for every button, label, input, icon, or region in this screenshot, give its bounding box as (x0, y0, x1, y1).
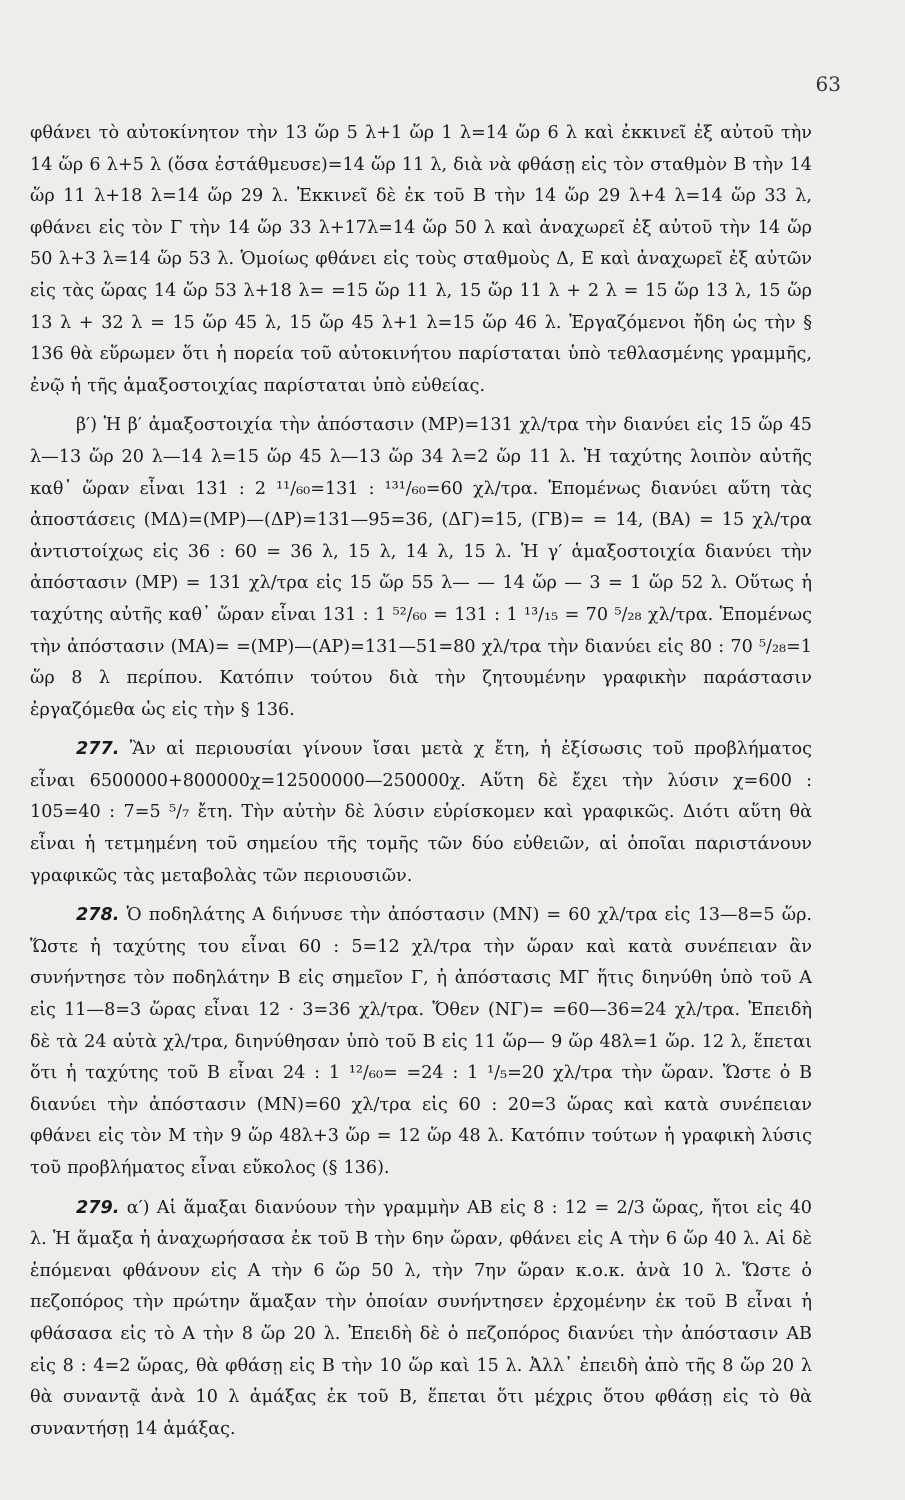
paragraph-text: β′) Ἡ β′ ἁμαξοστοιχία τὴν ἀπόστασιν (ΜΡ)=131 χλ/τρα τὴν διανύει εἰς 15 ὥρ 45 λ—13 ὥρ 20 λ—14 λ=15 ὥρ 45 λ—13 ὥρ 34 λ=2 ὥρ 11 λ. Ἡ ταχύτης λοιπὸν αὐτῆς καθ᾽ ὥραν εἶναι 131 : 2 ¹¹/₆₀=131 : ¹³¹/₆₀=60 χλ/τρα. Ἑπομένως διανύει αὕτη τὰς ἀποστάσεις (ΜΔ)=(ΜΡ)—(ΔΡ)=131—95=36, (ΔΓ)=15, (ΓΒ)= = 14, (ΒΑ) = 15 χλ/τρα ἀντιστοίχως εἰς 36 : 60 = 36 λ, 15 λ, 14 λ, 15 λ. Ἡ γ′ ἁμαξοστοιχία διανύει τὴν ἀπόστασιν (ΜΡ) = 131 χλ/τρα εἰς 15 ὥρ 55 λ— — 14 ὥρ — 3 = 1 ὥρ 52 λ. Οὕτως ἡ ταχύτης αὐτῆς καθ᾽ ὥραν εἶναι 131 : 1 ⁵²/₆₀ = 131 : 1 ¹³/₁₅ = 70 ⁵/₂₈ χλ/τρα. Ἑπομένως τὴν ἀπόστασιν (ΜΑ)= =(ΜΡ)—(ΑΡ)=131—51=80 χλ/τρα τὴν διανύει εἰς 80 : 70 ⁵/₂₈=1 ὥρ 8 λ περίπου. Κατόπιν τούτου διὰ τὴν ζητουμένην γραφικὴν παράστασιν ἐργαζόμεθα ὡς εἰς τὴν § 136. (30, 415, 812, 720)
paragraph (30, 410, 812, 726)
paragraph (30, 118, 812, 402)
paragraph-text: φθάνει τὸ αὐτοκίνητον τὴν 13 ὥρ 5 λ+1 ὥρ 1 λ=14 ὥρ 6 λ καὶ ἐκκινεῖ ἐξ αὐτοῦ τὴν 14 ὥρ 6 λ+5 λ (ὅσα ἐστάθμευσε)=14 ὥρ 11 λ, διὰ νὰ φθάσῃ εἰς τὸν σταθμὸν Β τὴν 14 ὥρ 11 λ+18 λ=14 ὥρ 29 λ. Ἐκκινεῖ δὲ ἐκ τοῦ Β τὴν 14 ὥρ 29 λ+4 λ=14 ὥρ 33 λ, φθάνει εἰς τὸν Γ τὴν 14 ὥρ 33 λ+17λ=14 ὥρ 50 λ καὶ ἀναχωρεῖ ἐξ αὐτοῦ τὴν 14 ὥρ 50 λ+3 λ=14 ὥρ 53 λ. Ὁμοίως φθάνει εἰς τοὺς σταθμοὺς Δ, Ε καὶ ἀναχωρεῖ ἐξ αὐτῶν εἰς τὰς ὥρας 14 ὥρ 53 λ+18 λ= =15 ὥρ 11 λ, 15 ὥρ 11 λ + 2 λ = 15 ὥρ 13 λ, 15 ὥρ 13 λ + 32 λ = 15 ὥρ 45 λ, 15 ὥρ 45 λ+1 λ=15 ὥρ 46 λ. Ἐργαζόμενοι ἤδη ὡς τὴν § 136 θὰ εὕρωμεν ὅτι ἡ πορεία τοῦ αὐτοκινήτου παρίσταται ὑπὸ τεθλασμένης γραμμῆς, ἐνῷ ἡ τῆς ἁμαξοστοιχίας παρίσταται ὑπὸ εὐθείας. (30, 123, 812, 396)
paragraph (30, 1193, 812, 1446)
page-number: 63 (815, 72, 841, 96)
section-number: 279. (76, 1197, 120, 1218)
body-text (30, 118, 812, 1445)
section-number: 278. (76, 905, 120, 926)
paragraph (30, 900, 812, 1184)
section-number: 277. (76, 739, 120, 760)
paragraph-text: α′) Αἱ ἅμαξαι διανύουν τὴν γραμμὴν ΑΒ εἰς 8 : 12 = 2/3 ὥρας, ἤτοι εἰς 40 λ. Ἡ ἅμαξα ἡ ἀναχωρήσασα ἐκ τοῦ Β τὴν 6ην ὥραν, φθάνει εἰς Α τὴν 6 ὥρ 40 λ. Αἱ δὲ ἑπόμεναι φθάνουν εἰς Α τὴν 6 ὥρ 50 λ, τὴν 7ην ὥραν κ.ο.κ. ἀνὰ 10 λ. Ὥστε ὁ πεζοπόρος τὴν πρώτην ἅμαξαν τὴν ὁποίαν συνήντησεν ἐρχομένην ἐκ τοῦ Β εἶναι ἡ φθάσασα εἰς τὸ Α τὴν 8 ὥρ 20 λ. Ἐπειδὴ δὲ ὁ πεζοπόρος διανύει τὴν ἀπόστασιν ΑΒ εἰς 8 : 4=2 ὥρας, θὰ φθάσῃ εἰς Β τὴν 10 ὥρ καὶ 15 λ. Ἀλλ᾽ ἐπειδὴ ἀπὸ τῆς 8 ὥρ 20 λ θὰ συναντᾷ ἀνὰ 10 λ ἁμάξας ἐκ τοῦ Β, ἕπεται ὅτι μέχρις ὅτου φθάσῃ εἰς τὸ θὰ συναντήσῃ 14 ἁμάξας. (30, 1197, 813, 1439)
paragraph (30, 734, 812, 892)
paragraph-text: Ἂν αἱ περιουσίαι γίνουν ἴσαι μετὰ χ ἔτη, ἡ ἐξίσωσις τοῦ προβλήματος εἶναι 6500000+800000χ=12500000—250000χ. Αὕτη δὲ ἔχει τὴν λύσιν χ=600 : 105=40 : 7=5 ⁵/₇ ἔτη. Τὴν αὐτὴν δὲ λύσιν εὑρίσκομεν καὶ γραφικῶς. Διότι αὕτη θὰ εἶναι ἡ τετμημένη τοῦ σημείου τῆς τομῆς τῶν δύο εὐθειῶν, αἱ ὁποῖαι παριστάνουν γραφικῶς τὰς μεταβολὰς τῶν περιουσιῶν. (30, 739, 812, 886)
paragraph-text: Ὁ ποδηλάτης Α διήνυσε τὴν ἀπόστασιν (ΜΝ) = 60 χλ/τρα εἰς 13—8=5 ὥρ. Ὥστε ἡ ταχύτης του εἶναι 60 : 5=12 χλ/τρα τὴν ὥραν καὶ κατὰ συνέπειαν ἂν συνήντησε τὸν ποδηλάτην Β εἰς σημεῖον Γ, ἡ ἀπόστασις ΜΓ ἥτις διηνύθη ὑπὸ τοῦ Α εἰς 11—8=3 ὥρας εἶναι 12 · 3=36 χλ/τρα. Ὅθεν (ΝΓ)= =60—36=24 χλ/τρα. Ἐπειδὴ δὲ τὰ 24 αὐτὰ χλ/τρα, διηνύθησαν ὑπὸ τοῦ Β εἰς 11 ὥρ— 9 ὥρ 48λ=1 ὥρ. 12 λ, ἕπεται ὅτι ἡ ταχύτης τοῦ Β εἶναι 24 : 1 ¹²/₆₀= =24 : 1 ¹/₅=20 χλ/τρα τὴν ὥραν. Ὥστε ὁ Β διανύει τὴν ἀπόστασιν (ΜΝ)=60 χλ/τρα εἰς 60 : 20=3 ὥρας καὶ κατὰ συνέπειαν φθάνει εἰς τὸν Μ τὴν 9 ὥρ 48λ+3 ὥρ = 12 ὥρ 48 λ. Κατόπιν τούτων ἡ γραφικὴ λύσις τοῦ προβλήματος εἶναι εὔκολος (§ 136). (30, 905, 813, 1178)
